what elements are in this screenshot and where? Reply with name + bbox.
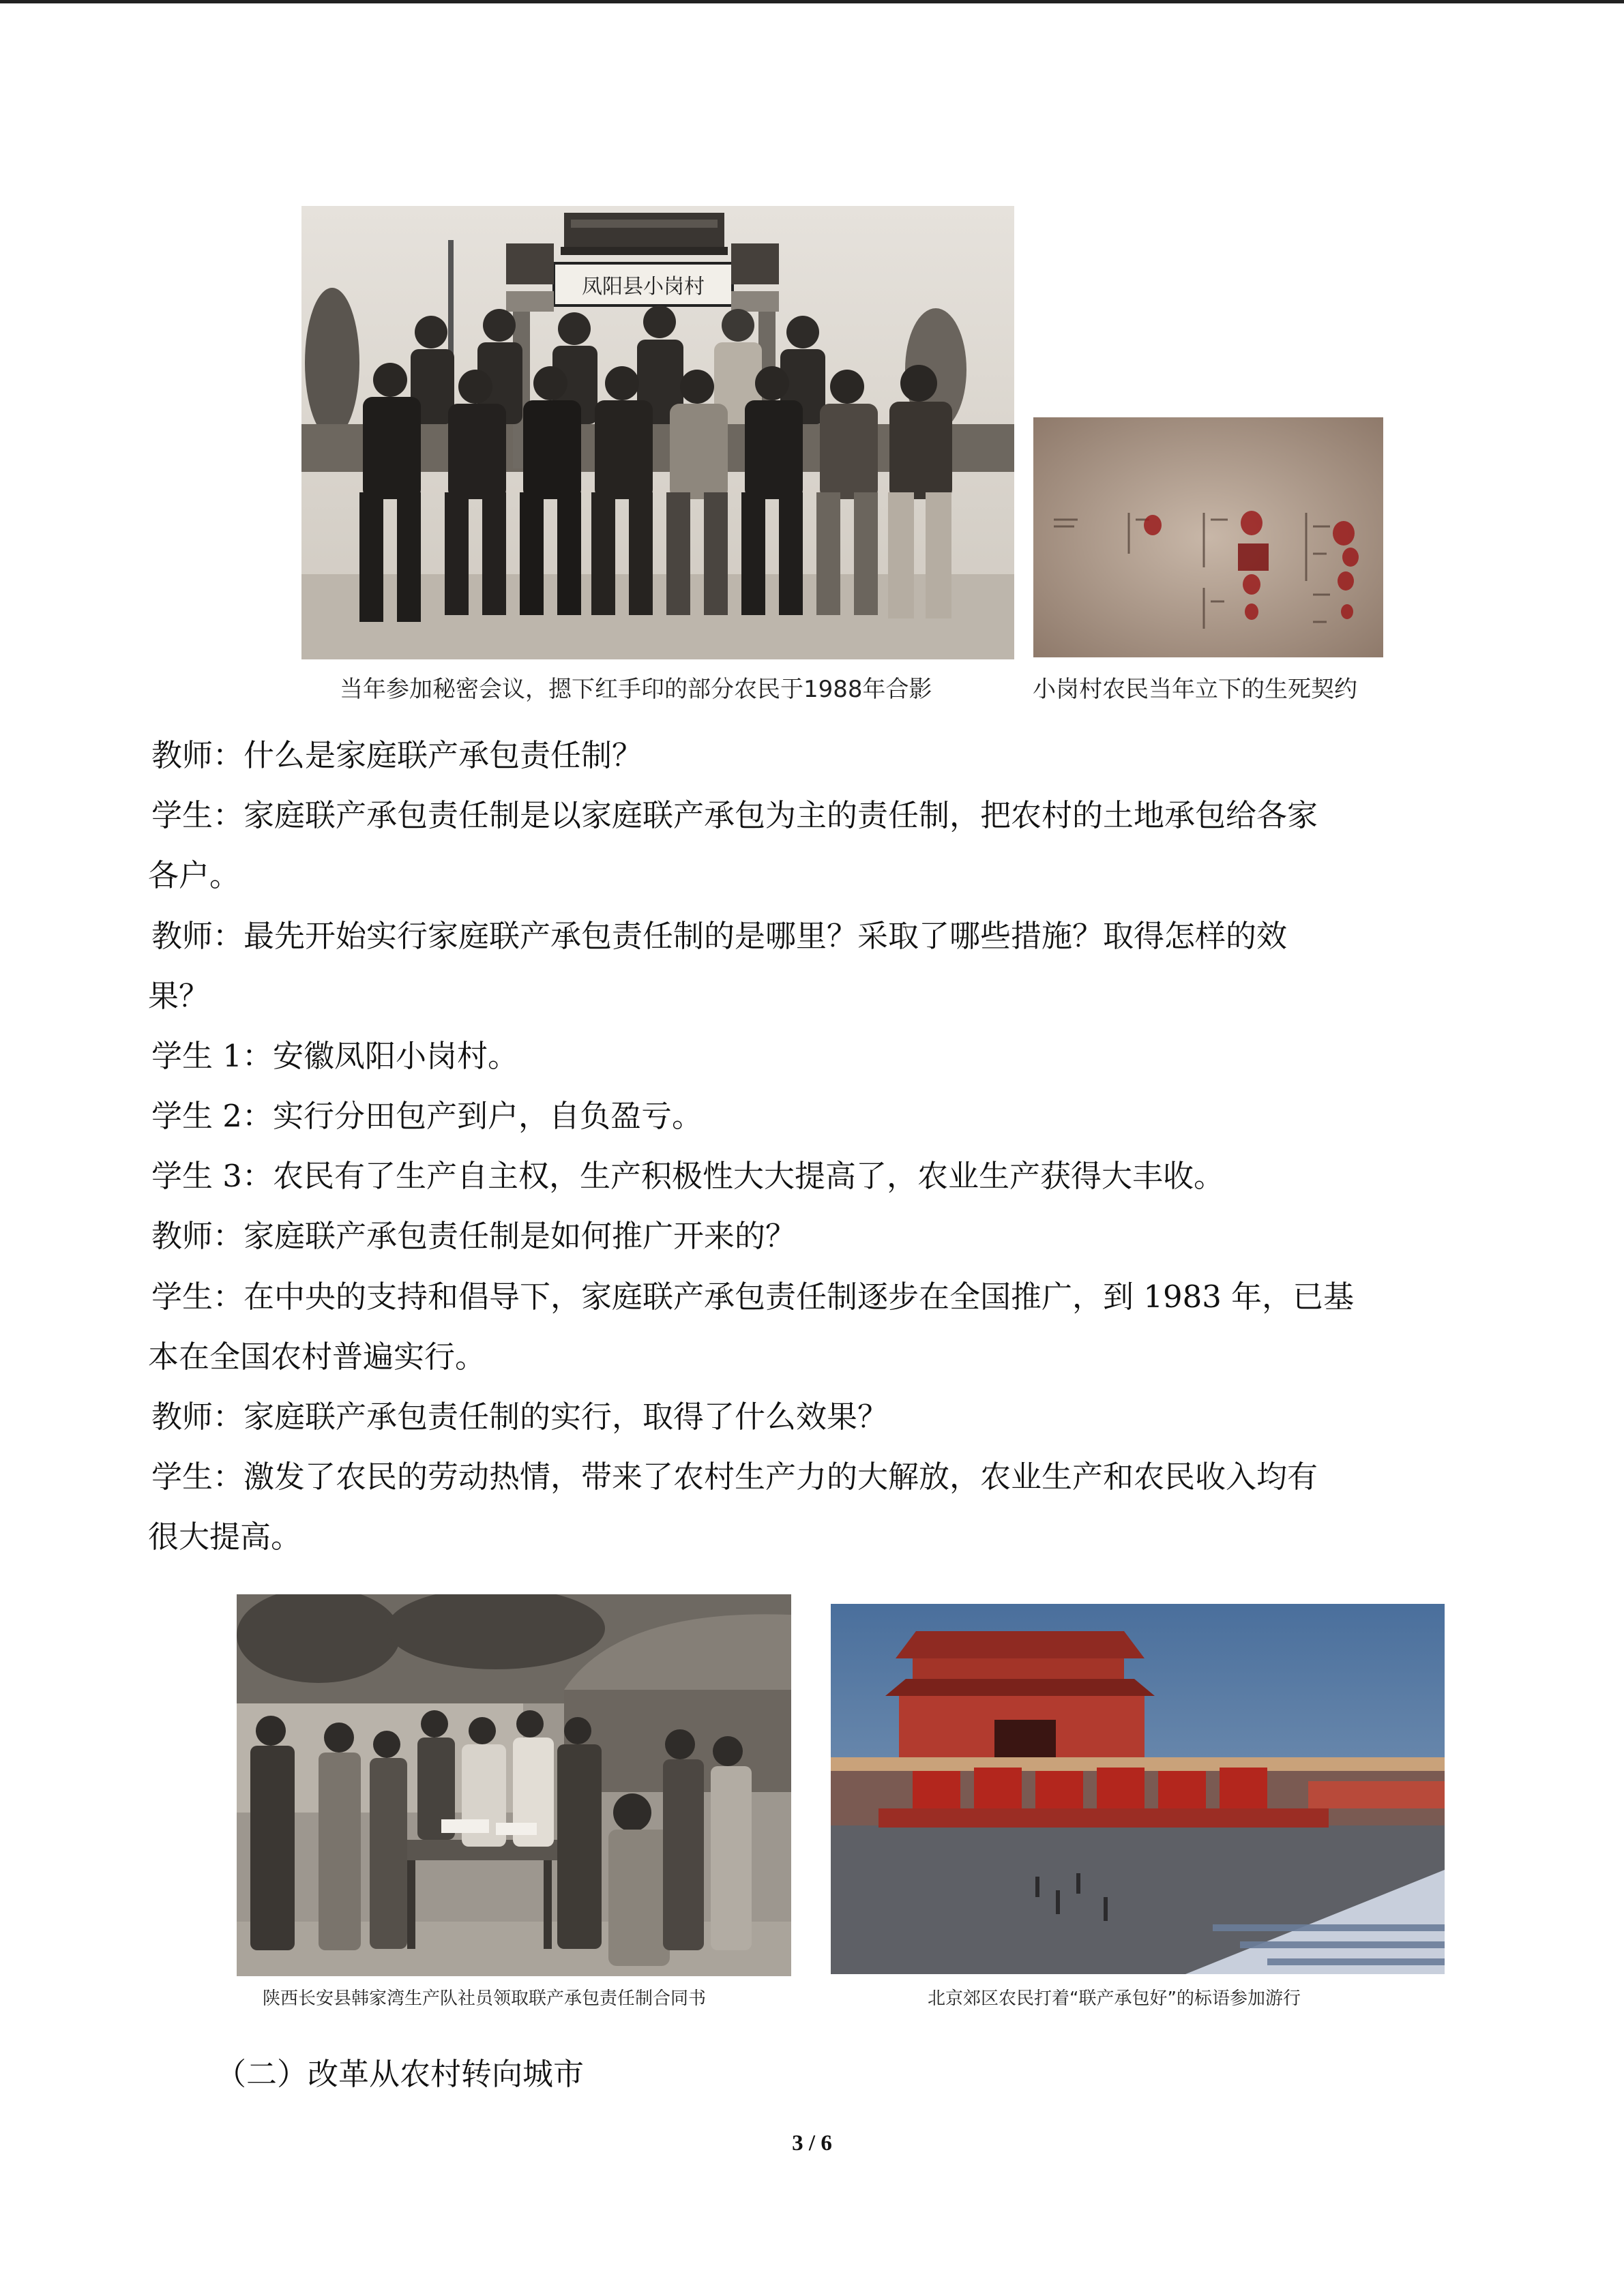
dialogue-turn: 学生：在中央的支持和倡导下，家庭联产承包责任制逐步在全国推广，到 1983 年，已基 (151, 1279, 1355, 1315)
gate-sign-text: 凤阳县小岗村 (582, 275, 705, 299)
dialogue-text: 最先开始实行家庭联产承包责任制的是哪里？采取了哪些措施？取得怎样的效 (243, 918, 1288, 954)
figure-caption-contract: 小岗村农民当年立下的生死契约 (1033, 676, 1357, 703)
dialogue-text: 在中央的支持和倡导下，家庭联产承包责任制逐步在全国推广，到 1983 年，已基 (243, 1279, 1355, 1315)
contract-distribution-photo (237, 1594, 791, 1976)
dialogue-text: 家庭联产承包责任制是如何推广开来的？ (243, 1218, 797, 1254)
figure-caption-parade: 北京郊区农民打着“联产承包好”的标语参加游行 (928, 1988, 1301, 2009)
dialogue-turn: 学生 2：实行分田包产到户，自负盈亏。 (151, 1098, 703, 1134)
speaker-label: 教师 (151, 1218, 213, 1254)
dialogue-text: 家庭联产承包责任制是以家庭联产承包为主的责任制，把农村的土地承包给各家 (243, 797, 1318, 833)
dialogue-continuation: 各户。 (148, 857, 241, 893)
speaker-label: 学生 (151, 797, 213, 833)
page-number: 3 / 6 (792, 2131, 832, 2156)
page-top-rule (0, 0, 1624, 3)
dialogue-turn: 学生：家庭联产承包责任制是以家庭联产承包为主的责任制，把农村的土地承包给各家 (151, 797, 1318, 833)
speaker-label: 教师 (151, 737, 213, 773)
section-heading: （二）改革从农村转向城市 (216, 2056, 585, 2092)
dialogue-text: 实行分田包产到户，自负盈亏。 (272, 1098, 703, 1134)
dialogue-continuation: 果？ (148, 978, 210, 1014)
dialogue-continuation: 本在全国农村普遍实行。 (148, 1339, 486, 1375)
speaker-label: 教师 (151, 1399, 213, 1435)
figure-caption-group-photo: 当年参加秘密会议，摁下红手印的部分农民于1988年合影 (340, 676, 932, 703)
dialogue-text: 安徽凤阳小岗村。 (272, 1038, 518, 1074)
contract-photo (1033, 417, 1383, 657)
dialogue-continuation: 很大提高。 (148, 1519, 302, 1555)
dialogue-turn: 教师：家庭联产承包责任制是如何推广开来的？ (151, 1218, 797, 1254)
speaker-label: 学生 2 (151, 1098, 242, 1134)
group-photo (301, 206, 1014, 659)
figure-caption-contract-distribution: 陕西长安县韩家湾生产队社员领取联产承包责任制合同书 (263, 1988, 707, 2009)
dialogue-turn: 学生：激发了农民的劳动热情，带来了农村生产力的大解放，农业生产和农民收入均有 (151, 1459, 1318, 1495)
dialogue-text: 农民有了生产自主权，生产积极性大大提高了，农业生产获得大丰收。 (272, 1158, 1224, 1194)
speaker-label: 学生 3 (151, 1158, 242, 1194)
speaker-label: 学生 (151, 1279, 213, 1315)
dialogue-turn: 学生 1：安徽凤阳小岗村。 (151, 1038, 518, 1074)
dialogue-text: 家庭联产承包责任制的实行，取得了什么效果？ (243, 1399, 889, 1435)
dialogue-turn: 学生 3：农民有了生产自主权，生产积极性大大提高了，农业生产获得大丰收。 (151, 1158, 1224, 1194)
speaker-label: 教师 (151, 918, 213, 954)
dialogue-turn: 教师：家庭联产承包责任制的实行，取得了什么效果？ (151, 1399, 889, 1435)
dialogue-text: 激发了农民的劳动热情，带来了农村生产力的大解放，农业生产和农民收入均有 (243, 1459, 1318, 1495)
speaker-label: 学生 (151, 1459, 213, 1495)
speaker-label: 学生 1 (151, 1038, 242, 1074)
dialogue-turn: 教师：最先开始实行家庭联产承包责任制的是哪里？采取了哪些措施？取得怎样的效 (151, 918, 1288, 954)
dialogue-text: 什么是家庭联产承包责任制？ (243, 737, 643, 773)
dialogue-turn: 教师：什么是家庭联产承包责任制？ (151, 737, 643, 773)
parade-photo (831, 1604, 1445, 1974)
